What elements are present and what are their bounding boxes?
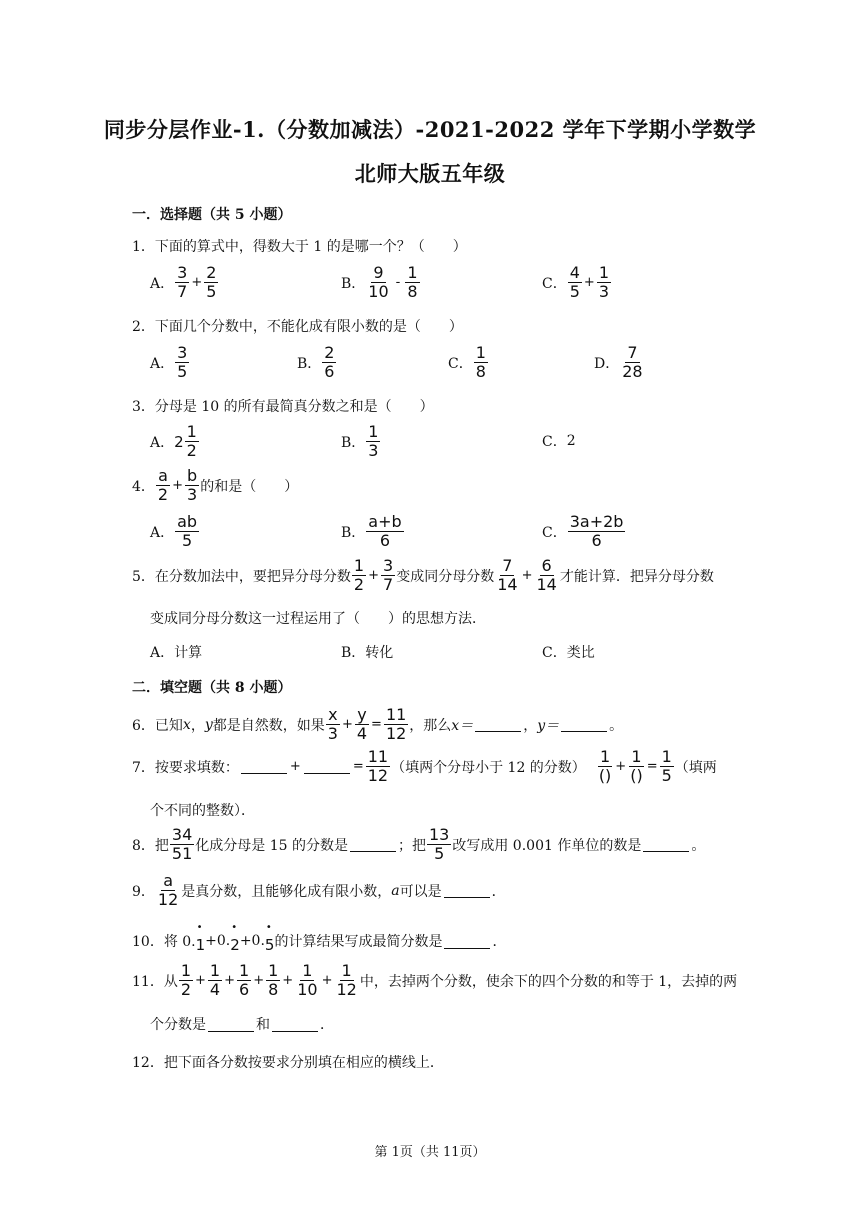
- question-2-option-b[interactable]: B． $\frac{2}{6}$: [297, 343, 335, 381]
- question-3-option-c[interactable]: C． 2: [542, 433, 576, 450]
- fraction: $\frac{2}{5}$: [206, 263, 217, 301]
- question-7-stem: 7．按要求填数： + = $\frac{11}{12}$ （填两个分母小于 12 的分数） $\frac{1}{()}$ + $\frac{1}{()}$ = $\frac{1}{5}$ （填两: [132, 747, 717, 785]
- answer-blank[interactable]: [350, 837, 396, 852]
- fraction: $\frac{1}{3}$: [598, 263, 609, 301]
- doc-title-line2: 北师大版五年级: [354, 161, 506, 186]
- fraction: $\frac{a}{2}$: [157, 466, 169, 504]
- question-5-option-b[interactable]: B．转化: [341, 645, 394, 661]
- fraction: $\frac{4}{5}$: [569, 263, 580, 301]
- fraction: $\frac{1}{2}$: [353, 556, 365, 594]
- fraction: $\frac{1}{8}$: [268, 961, 279, 999]
- question-10-stem: 10．将 0. • 1 +0. • 2 +0. • 5 的计算结果写成最简分数是 ．: [132, 931, 506, 951]
- question-2-option-c[interactable]: C． $\frac{1}{8}$: [448, 343, 486, 381]
- question-4-option-c[interactable]: C． $\frac{3a+2b}{6}$: [542, 512, 624, 550]
- fraction: $\frac{34}{51}$: [171, 825, 193, 863]
- answer-blank[interactable]: [643, 837, 689, 852]
- repeating-digit: • 1: [196, 936, 206, 954]
- fraction: $\frac{1}{10}$: [297, 961, 318, 999]
- repeating-digit: • 5: [265, 936, 275, 954]
- fraction: $\frac{7}{28}$: [622, 343, 643, 381]
- fraction: $\frac{1}{()}$: [630, 747, 643, 785]
- fraction: $\frac{11}{12}$: [367, 747, 389, 785]
- answer-blank-y[interactable]: [561, 717, 607, 732]
- question-2-option-d[interactable]: D． $\frac{7}{28}$: [594, 343, 643, 381]
- section-heading-choice: 一．选择题（共 5 小题）: [132, 207, 292, 223]
- answer-blank[interactable]: [208, 1017, 254, 1032]
- answer-blank[interactable]: [444, 883, 490, 898]
- fraction: $\frac{1}{12}$: [336, 961, 357, 999]
- fraction: $\frac{11}{12}$: [385, 705, 407, 743]
- question-5-option-c[interactable]: C．类比: [542, 645, 595, 661]
- question-3-option-a[interactable]: A． 2 $\frac{1}{2}$: [150, 422, 197, 460]
- question-11-line2: 个分数是 和 ．: [150, 1017, 334, 1033]
- fraction: $\frac{13}{5}$: [429, 825, 450, 863]
- question-4-option-a[interactable]: A． $\frac{ab}{5}$: [150, 512, 198, 550]
- page-footer: 第 1页（共 11页）: [374, 1145, 486, 1160]
- fraction: $\frac{1}{8}$: [475, 343, 486, 381]
- question-12-stem: 12．把下面各分数按要求分别填在相应的横线上．: [132, 1055, 444, 1071]
- fraction: $\frac{a}{12}$: [157, 871, 179, 909]
- fraction: $\frac{a+b}{6}$: [368, 512, 402, 550]
- fraction: $\frac{x}{3}$: [327, 705, 338, 743]
- question-1-stem: 1．下面的算式中，得数大于 1 的是哪一个？（ ）: [132, 239, 467, 255]
- fraction: $\frac{6}{14}$: [536, 556, 557, 594]
- fraction: $\frac{3}{5}$: [177, 343, 188, 381]
- fraction: $\frac{1}{3}$: [368, 422, 379, 460]
- question-1-option-b[interactable]: B． $\frac{9}{10}$ - $\frac{1}{8}$: [341, 263, 418, 301]
- fraction: $\frac{9}{10}$: [368, 263, 389, 301]
- question-4-option-b[interactable]: B． $\frac{a+b}{6}$: [341, 512, 402, 550]
- answer-blank[interactable]: [272, 1017, 318, 1032]
- fraction: $\frac{1}{2}$: [180, 961, 192, 999]
- answer-blank-x[interactable]: [475, 717, 521, 732]
- answer-blank[interactable]: [304, 759, 350, 774]
- fraction: $\frac{1}{()}$: [598, 747, 612, 785]
- fraction: $\frac{2}{6}$: [324, 343, 335, 381]
- repeating-digit: • 2: [230, 936, 240, 954]
- question-3-stem: 3．分母是 10 的所有最简真分数之和是（ ）: [132, 399, 434, 415]
- question-5-stem: 5．在分数加法中，要把异分母分数 $\frac{1}{2}$ + $\frac{3}{7}$ 变成同分母分数 $\frac{7}{14}$ + $\frac{6}{14}$ 才能计算．把异分母分数: [132, 556, 714, 594]
- fraction: $\frac{y}{4}$: [356, 705, 368, 743]
- question-4-stem: 4． $\frac{a}{2}$ + $\frac{b}{3}$ 的和是（ ）: [132, 466, 299, 504]
- question-7-line2: 个不同的整数）．: [150, 803, 255, 819]
- question-1-option-a[interactable]: A． $\frac{3}{7}$ + $\frac{2}{5}$: [150, 263, 217, 301]
- fraction: $\frac{3}{7}$: [177, 263, 188, 301]
- fraction: $\frac{1}{4}$: [209, 961, 221, 999]
- doc-title-line1: 同步分层作业-1.（分数加减法）-2021-2022 学年下学期小学数学: [103, 117, 757, 142]
- section-heading-fill: 二．填空题（共 8 小题）: [132, 680, 292, 696]
- fraction: $\frac{1}{8}$: [407, 263, 418, 301]
- question-3-option-b[interactable]: B． $\frac{1}{3}$: [341, 422, 379, 460]
- fraction: $\frac{1}{5}$: [661, 747, 672, 785]
- fraction: $\frac{1}{6}$: [239, 961, 250, 999]
- question-2-stem: 2．下面几个分数中，不能化成有限小数的是（ ）: [132, 319, 463, 335]
- answer-blank[interactable]: [444, 934, 490, 949]
- fraction: $\frac{1}{2}$: [186, 422, 197, 460]
- fraction: $\frac{b}{3}$: [187, 466, 198, 504]
- question-1-option-c[interactable]: C． $\frac{4}{5}$ + $\frac{1}{3}$: [542, 263, 609, 301]
- question-6-stem: 6．已知 x ， y 都是自然数，如果 $\frac{x}{3}$ + $\frac{y}{4}$ = $\frac{11}{12}$ ，那么 x＝ ， y＝ 。: [132, 705, 624, 743]
- question-11-stem: 11．从 $\frac{1}{2}$ + $\frac{1}{4}$ + $\frac{1}{6}$ + $\frac{1}{8}$ + $\frac{1}{10}$ + $\frac{1}{12}$ 中，去掉两个分数，使余下的四个分数的和等于 1，去掉的两: [132, 961, 738, 999]
- question-5-option-a[interactable]: A．计算: [150, 645, 203, 661]
- answer-blank[interactable]: [241, 759, 287, 774]
- fraction: $\frac{3}{7}$: [383, 556, 394, 594]
- question-5-line2: 变成同分母分数这一过程运用了（ ）的思想方法．: [150, 611, 486, 627]
- question-2-option-a[interactable]: A． $\frac{3}{5}$: [150, 343, 188, 381]
- fraction: $\frac{7}{14}$: [497, 556, 518, 594]
- question-8-stem: 8．把 $\frac{34}{51}$ 化成分母是 15 的分数是 ；把 $\frac{13}{5}$ 改写成用 0.001 作单位的数是 。: [132, 825, 706, 863]
- fraction: $\frac{ab}{5}$: [177, 512, 198, 550]
- fraction: $\frac{3a+2b}{6}$: [569, 512, 624, 550]
- question-9-stem: 9． $\frac{a}{12}$ 是真分数，且能够化成有限小数， a 可以是 ．: [132, 871, 506, 909]
